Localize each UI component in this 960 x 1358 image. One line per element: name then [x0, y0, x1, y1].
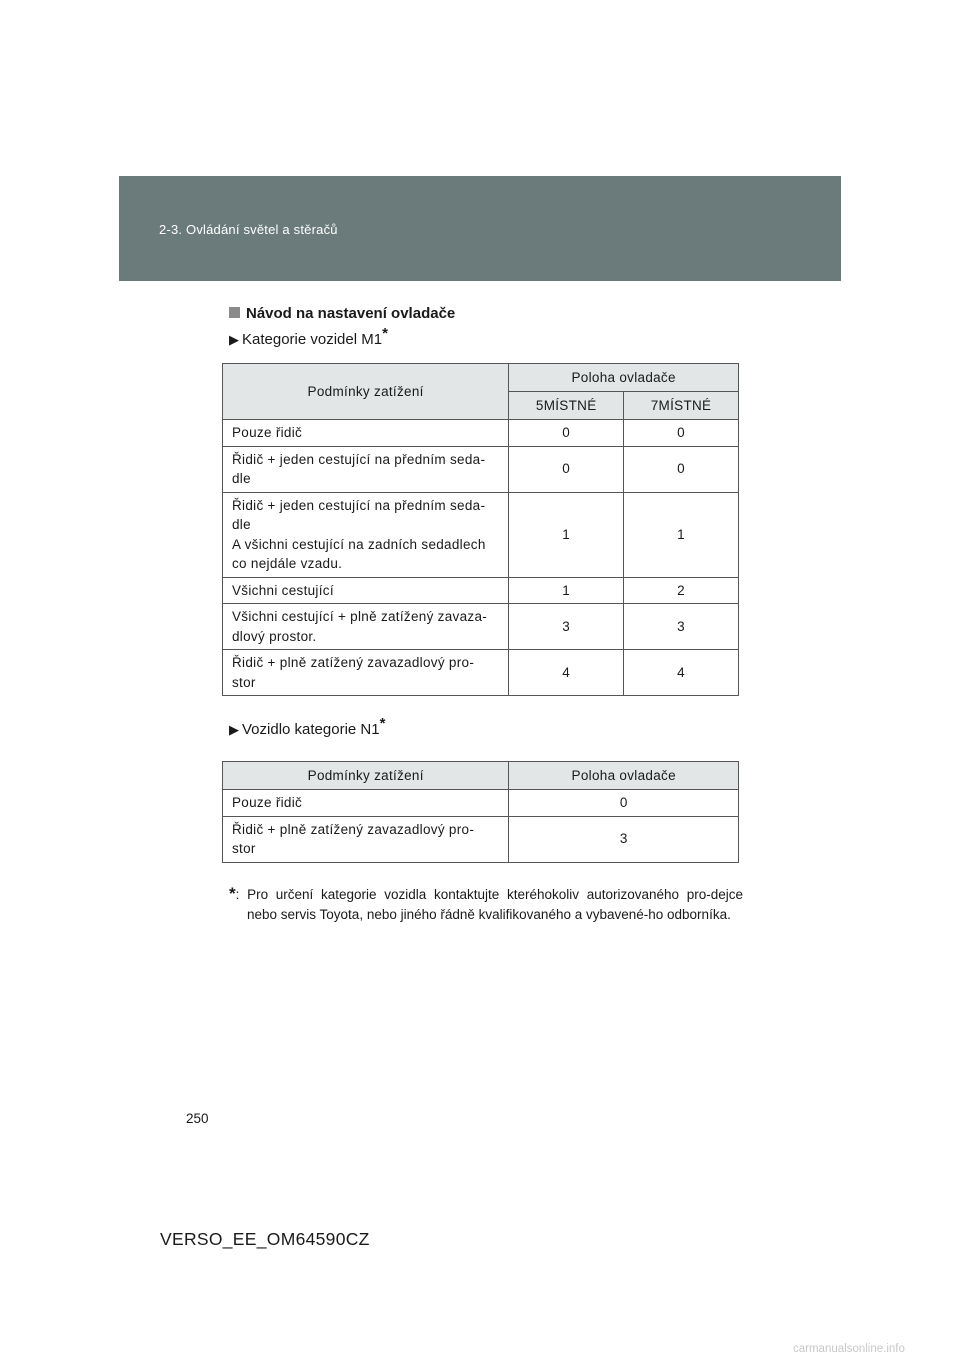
watermark: carmanualsonline.info	[793, 1343, 905, 1355]
m1-table	[222, 363, 739, 696]
col-header-position: Poloha ovladače	[509, 364, 739, 392]
value-cell: 3	[509, 816, 739, 862]
value-7-seats-cell: 0	[624, 446, 739, 492]
triangle-bullet-icon: ▶	[229, 722, 239, 737]
square-bullet-icon	[229, 307, 240, 318]
footnote-star-icon: *	[379, 715, 386, 732]
table-row	[223, 577, 739, 604]
condition-cell: Řidič + plně zatížený zavazadlový pro- stor	[223, 816, 509, 862]
value-5-seats-cell: 1	[509, 492, 624, 577]
condition-cell: Všichni cestující + plně zatížený zavaza- dlový prostor.	[223, 604, 509, 650]
table-row	[223, 650, 739, 696]
n1-subheading-text: Vozidlo kategorie N1	[242, 721, 380, 738]
section-heading	[229, 305, 455, 322]
m1-subheading	[229, 325, 388, 348]
value-7-seats-cell: 2	[624, 577, 739, 604]
condition-cell: Řidič + jeden cestující na předním seda- dle A všichni cestující na zadních sedadlech co nejdále vzadu.	[223, 492, 509, 577]
m1-table-body	[223, 420, 739, 696]
m1-subheading-text: Kategorie vozidel M1	[242, 331, 383, 348]
col-header-conditions: Podmínky zatížení	[223, 364, 509, 420]
value-5-seats-cell: 0	[509, 446, 624, 492]
value-5-seats-cell: 0	[509, 420, 624, 447]
table-row	[223, 816, 739, 862]
n1-subheading	[229, 715, 386, 738]
table-row	[223, 790, 739, 817]
value-5-seats-cell: 1	[509, 577, 624, 604]
col-header-conditions: Podmínky zatížení	[223, 762, 509, 790]
condition-cell: Pouze řidič	[223, 420, 509, 447]
value-cell: 0	[509, 790, 739, 817]
table-row	[223, 420, 739, 447]
table-row	[223, 604, 739, 650]
condition-cell: Řidič + jeden cestující na předním seda- dle	[223, 446, 509, 492]
chapter-header-band	[119, 176, 841, 281]
n1-table-body	[223, 790, 739, 863]
condition-cell: Pouze řidič	[223, 790, 509, 817]
value-7-seats-cell: 1	[624, 492, 739, 577]
condition-cell: Všichni cestující	[223, 577, 509, 604]
condition-cell: Řidič + plně zatížený zavazadlový pro- stor	[223, 650, 509, 696]
chapter-title: 2-3. Ovládání světel a stěračů	[159, 222, 338, 237]
table-row	[223, 446, 739, 492]
page-number: 250	[186, 1111, 209, 1126]
value-7-seats-cell: 3	[624, 604, 739, 650]
document-code: VERSO_EE_OM64590CZ	[160, 1229, 370, 1249]
value-7-seats-cell: 4	[624, 650, 739, 696]
footnote	[229, 884, 743, 925]
footnote-text: : Pro určení kategorie vozidla kontaktujte kteréhokoliv autorizovaného pro-dejce nebo servis Toyota, nebo jiného řádně kvalifikovaného a vybavené-ho odborníka.	[235, 887, 743, 922]
table-row	[223, 492, 739, 577]
footnote-star-icon: *	[229, 884, 236, 903]
value-5-seats-cell: 3	[509, 604, 624, 650]
col-header-position: Poloha ovladače	[509, 762, 739, 790]
triangle-bullet-icon: ▶	[229, 332, 239, 347]
value-7-seats-cell: 0	[624, 420, 739, 447]
n1-table	[222, 761, 739, 863]
section-heading-text: Návod na nastavení ovladače	[246, 305, 456, 322]
col-header-5-seats: 5MÍSTNÉ	[509, 392, 624, 420]
col-header-7-seats: 7MÍSTNÉ	[624, 392, 739, 420]
value-5-seats-cell: 4	[509, 650, 624, 696]
footnote-body	[229, 884, 743, 925]
footnote-star-icon: *	[382, 325, 388, 342]
